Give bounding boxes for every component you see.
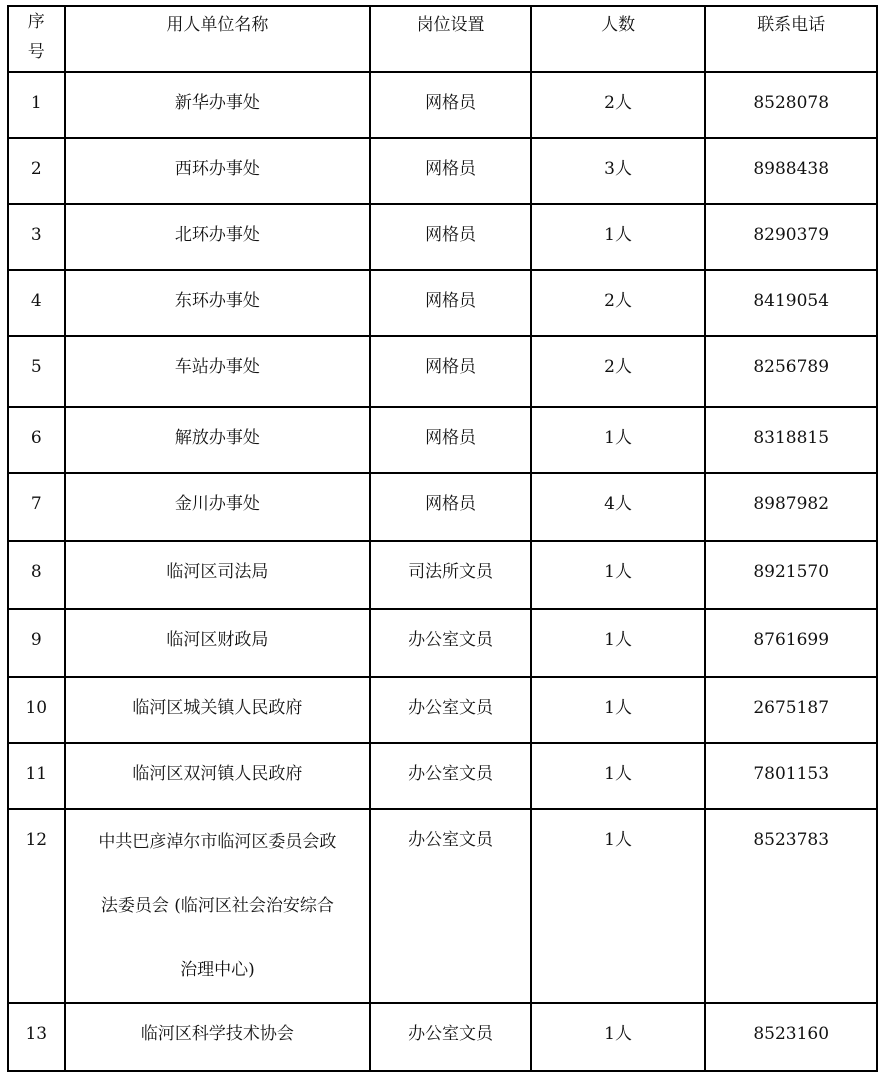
cell-unit: 临河区双河镇人民政府: [65, 743, 371, 809]
cell-unit: [65, 809, 371, 1003]
cell-count: 1人: [531, 609, 706, 677]
cell-phone: 8523160: [705, 1003, 877, 1071]
table-row: [8, 1003, 877, 1071]
cell-seq: 3: [8, 204, 65, 270]
table-row: [8, 204, 877, 270]
header-position: 岗位设置: [370, 6, 530, 72]
cell-count: 1人: [531, 541, 706, 609]
cell-unit: 临河区城关镇人民政府: [65, 677, 371, 743]
table-row: [8, 743, 877, 809]
cell-count: 1人: [531, 743, 706, 809]
cell-seq: 5: [8, 336, 65, 407]
cell-seq: 12: [8, 809, 65, 1003]
cell-seq: 6: [8, 407, 65, 473]
cell-seq: 4: [8, 270, 65, 336]
cell-phone: 8761699: [705, 609, 877, 677]
header-seq: [8, 6, 65, 72]
table-row: [8, 809, 877, 1003]
cell-seq: 7: [8, 473, 65, 541]
cell-seq: 11: [8, 743, 65, 809]
cell-position: 网格员: [370, 270, 530, 336]
cell-phone: 8318815: [705, 407, 877, 473]
table-row: [8, 138, 877, 204]
cell-unit: 金川办事处: [65, 473, 371, 541]
cell-unit: 车站办事处: [65, 336, 371, 407]
cell-position: 办公室文员: [370, 609, 530, 677]
cell-count: 1人: [531, 677, 706, 743]
cell-unit: 临河区司法局: [65, 541, 371, 609]
cell-seq: 2: [8, 138, 65, 204]
cell-position: 网格员: [370, 138, 530, 204]
cell-phone: 8988438: [705, 138, 877, 204]
cell-count: 1人: [531, 204, 706, 270]
cell-count: 2人: [531, 270, 706, 336]
recruitment-table: [7, 5, 878, 1072]
cell-seq: 1: [8, 72, 65, 138]
cell-phone: 8528078: [705, 72, 877, 138]
cell-seq: 13: [8, 1003, 65, 1071]
cell-count: 4人: [531, 473, 706, 541]
cell-phone: 7801153: [705, 743, 877, 809]
cell-phone: 8419054: [705, 270, 877, 336]
table-row: [8, 473, 877, 541]
table-row: [8, 541, 877, 609]
cell-unit: 临河区科学技术协会: [65, 1003, 371, 1071]
cell-position: 办公室文员: [370, 743, 530, 809]
cell-position: 办公室文员: [370, 677, 530, 743]
header-unit: 用人单位名称: [65, 6, 371, 72]
cell-position: 网格员: [370, 407, 530, 473]
cell-unit: 临河区财政局: [65, 609, 371, 677]
cell-seq: 10: [8, 677, 65, 743]
cell-phone: 8987982: [705, 473, 877, 541]
cell-unit: 东环办事处: [65, 270, 371, 336]
table-row: [8, 72, 877, 138]
header-count: 人数: [531, 6, 706, 72]
cell-phone: 8290379: [705, 204, 877, 270]
cell-count: 1人: [531, 407, 706, 473]
cell-phone: 8523783: [705, 809, 877, 1003]
cell-count: 3人: [531, 138, 706, 204]
cell-unit: 北环办事处: [65, 204, 371, 270]
cell-position: 办公室文员: [370, 809, 530, 1003]
table-row: [8, 270, 877, 336]
table-row: [8, 407, 877, 473]
cell-phone: 8256789: [705, 336, 877, 407]
table-row: [8, 677, 877, 743]
cell-unit: 解放办事处: [65, 407, 371, 473]
cell-position: 办公室文员: [370, 1003, 530, 1071]
table-row: [8, 609, 877, 677]
cell-count: 1人: [531, 1003, 706, 1071]
cell-unit-line: 治理中心): [180, 960, 255, 980]
cell-unit: 新华办事处: [65, 72, 371, 138]
cell-position: 网格员: [370, 72, 530, 138]
cell-position: 网格员: [370, 473, 530, 541]
header-seq-line1: 序: [27, 12, 45, 32]
cell-position: 司法所文员: [370, 541, 530, 609]
cell-position: 网格员: [370, 204, 530, 270]
cell-unit-line: 中共巴彦淖尔市临河区委员会政: [98, 832, 337, 852]
cell-unit-line: 法委员会 (临河区社会治安综合: [100, 896, 334, 916]
header-seq-line2: 号: [27, 42, 45, 62]
header-row: [8, 6, 877, 72]
cell-position: 网格员: [370, 336, 530, 407]
cell-count: 2人: [531, 336, 706, 407]
cell-phone: 8921570: [705, 541, 877, 609]
cell-count: 1人: [531, 809, 706, 1003]
cell-unit: 西环办事处: [65, 138, 371, 204]
cell-phone: 2675187: [705, 677, 877, 743]
cell-seq: 8: [8, 541, 65, 609]
header-phone: 联系电话: [705, 6, 877, 72]
cell-seq: 9: [8, 609, 65, 677]
cell-count: 2人: [531, 72, 706, 138]
table-row: [8, 336, 877, 407]
